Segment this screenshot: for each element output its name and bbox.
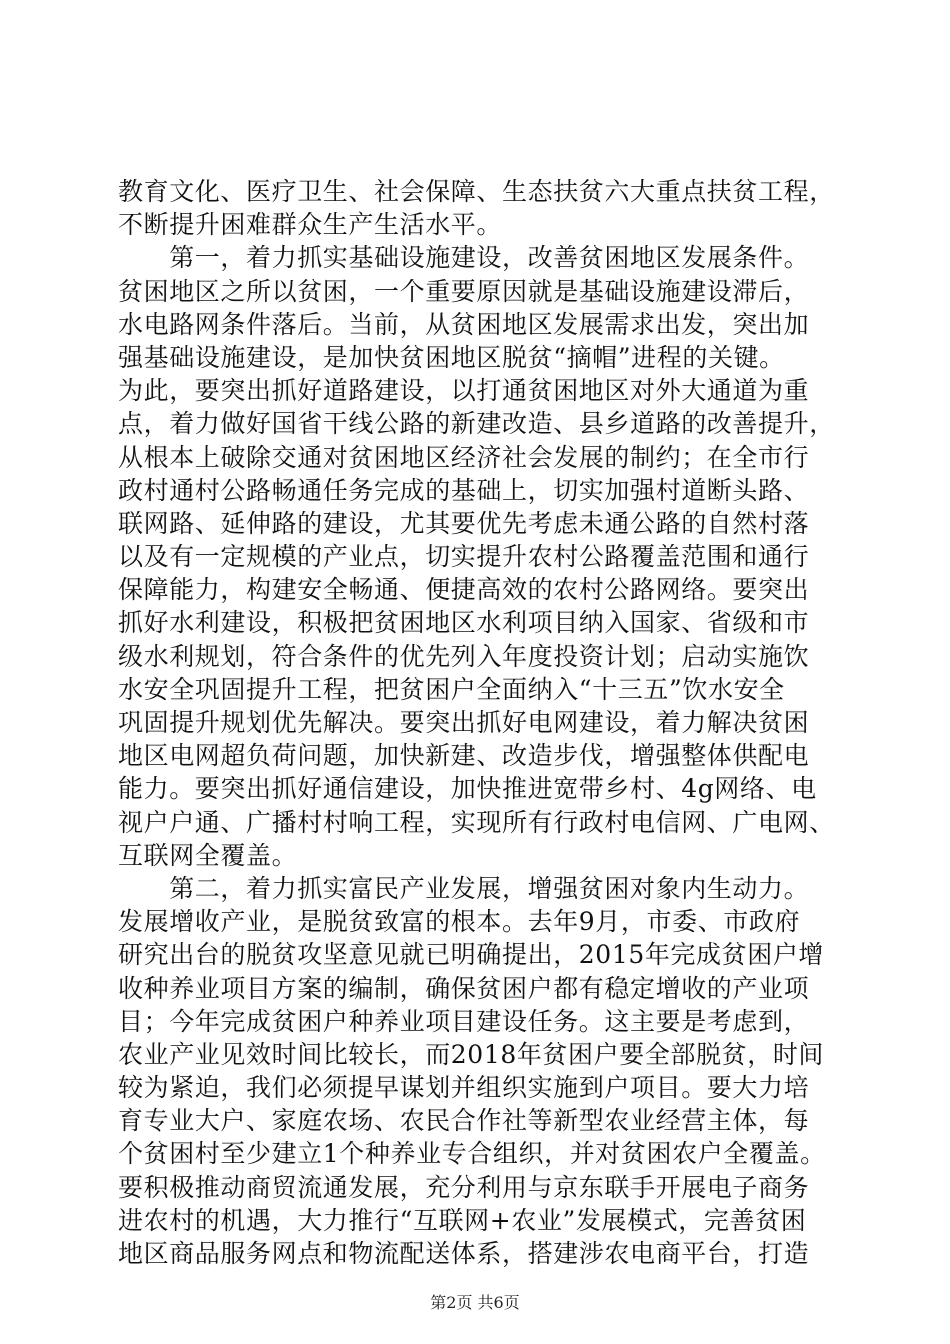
text-line: 进农村的机遇，大力推行“互联网+农业”发展模式，完善贫困 xyxy=(118,1205,807,1235)
text-line: 强基础设施建设，是加快贫困地区脱贫“摘帽”进程的关键。 xyxy=(118,342,785,372)
text-line: 能力。要突出抓好通信建设，加快推进宽带乡村、4g网络、电 xyxy=(118,774,817,804)
text-line: 地区商品服务网点和物流配送体系，搭建涉农电商平台，打造 xyxy=(118,1239,810,1268)
text-line: 较为紧迫，我们必须提早谋划并组织实施到户项目。要大力培 xyxy=(118,1073,810,1103)
text-line: 保障能力，构建安全畅通、便捷高效的农村公路网络。要突出 xyxy=(118,575,810,605)
text-line: 个贫困村至少建立1个种养业专合组织，并对贫困农户全覆盖。 xyxy=(118,1139,826,1169)
text-line: 以及有一定规模的产业点，切实提升农村公路覆盖范围和通行 xyxy=(118,542,810,572)
text-line: 不断提升困难群众生产生活水平。 xyxy=(118,210,503,240)
page-footer: 第2页 共6页 xyxy=(430,1293,520,1312)
text-line: 研究出台的脱贫攻坚意见就已明确提出，2015年完成贫困户增 xyxy=(118,940,825,970)
text-line: 点，着力做好国省干线公路的新建改造、县乡道路的改善提升， xyxy=(118,409,835,439)
text-line: 第二，着力抓实富民产业发展，增强贫困对象内生动力。 xyxy=(118,873,810,903)
text-line: 第一，着力抓实基础设施建设，改善贫困地区发展条件。 xyxy=(118,243,810,273)
text-line: 要积极推动商贸流通发展，充分利用与京东联手开展电子商务 xyxy=(118,1172,810,1202)
text-line: 为此，要突出抓好道路建设，以打通贫困地区对外大通道为重 xyxy=(118,376,810,406)
text-line: 水安全巩固提升工程，把贫困户全面纳入“十三五”饮水安全 xyxy=(118,674,785,704)
text-line: 视户户通、广播村村响工程，实现所有行政村电信网、广电网、 xyxy=(118,807,835,837)
text-line: 贫困地区之所以贫困，一个重要原因就是基础设施建设滞后， xyxy=(118,276,810,306)
text-line: 育专业大户、家庭农场、农民合作社等新型农业经营主体，每 xyxy=(118,1106,810,1136)
text-line: 农业产业见效时间比较长，而2018年贫困户要全部脱贫，时间 xyxy=(118,1039,825,1069)
body-text xyxy=(118,175,838,1270)
text-line: 教育文化、医疗卫生、社会保障、生态扶贫六大重点扶贫工程， xyxy=(118,177,835,206)
text-line: 水电路网条件落后。当前，从贫困地区发展需求出发，突出加 xyxy=(118,309,810,339)
text-line: 从根本上破除交通对贫困地区经济社会发展的制约；在全市行 xyxy=(118,442,810,472)
text-line: 级水利规划，符合条件的优先列入年度投资计划；启动实施饮 xyxy=(118,641,810,671)
text-line: 巩固提升规划优先解决。要突出抓好电网建设，着力解决贫困 xyxy=(118,708,810,737)
text-line: 地区电网超负荷问题，加快新建、改造步伐，增强整体供配电 xyxy=(118,741,810,771)
text-line: 政村通村公路畅通任务完成的基础上，切实加强村道断头路、 xyxy=(118,475,810,505)
text-line: 发展增收产业，是脱贫致富的根本。去年9月，市委、市政府 xyxy=(118,907,801,937)
text-line: 互联网全覆盖。 xyxy=(118,840,298,870)
text-line: 联网路、延伸路的建设，尤其要优先考虑未通公路的自然村落 xyxy=(118,508,810,538)
text-line: 抓好水利建设，积极把贫困地区水利项目纳入国家、省级和市 xyxy=(118,608,810,638)
text-line: 目；今年完成贫困户种养业项目建设任务。这主要是考虑到， xyxy=(118,1006,810,1036)
text-line: 收种养业项目方案的编制，确保贫困户都有稳定增收的产业项 xyxy=(118,973,810,1003)
